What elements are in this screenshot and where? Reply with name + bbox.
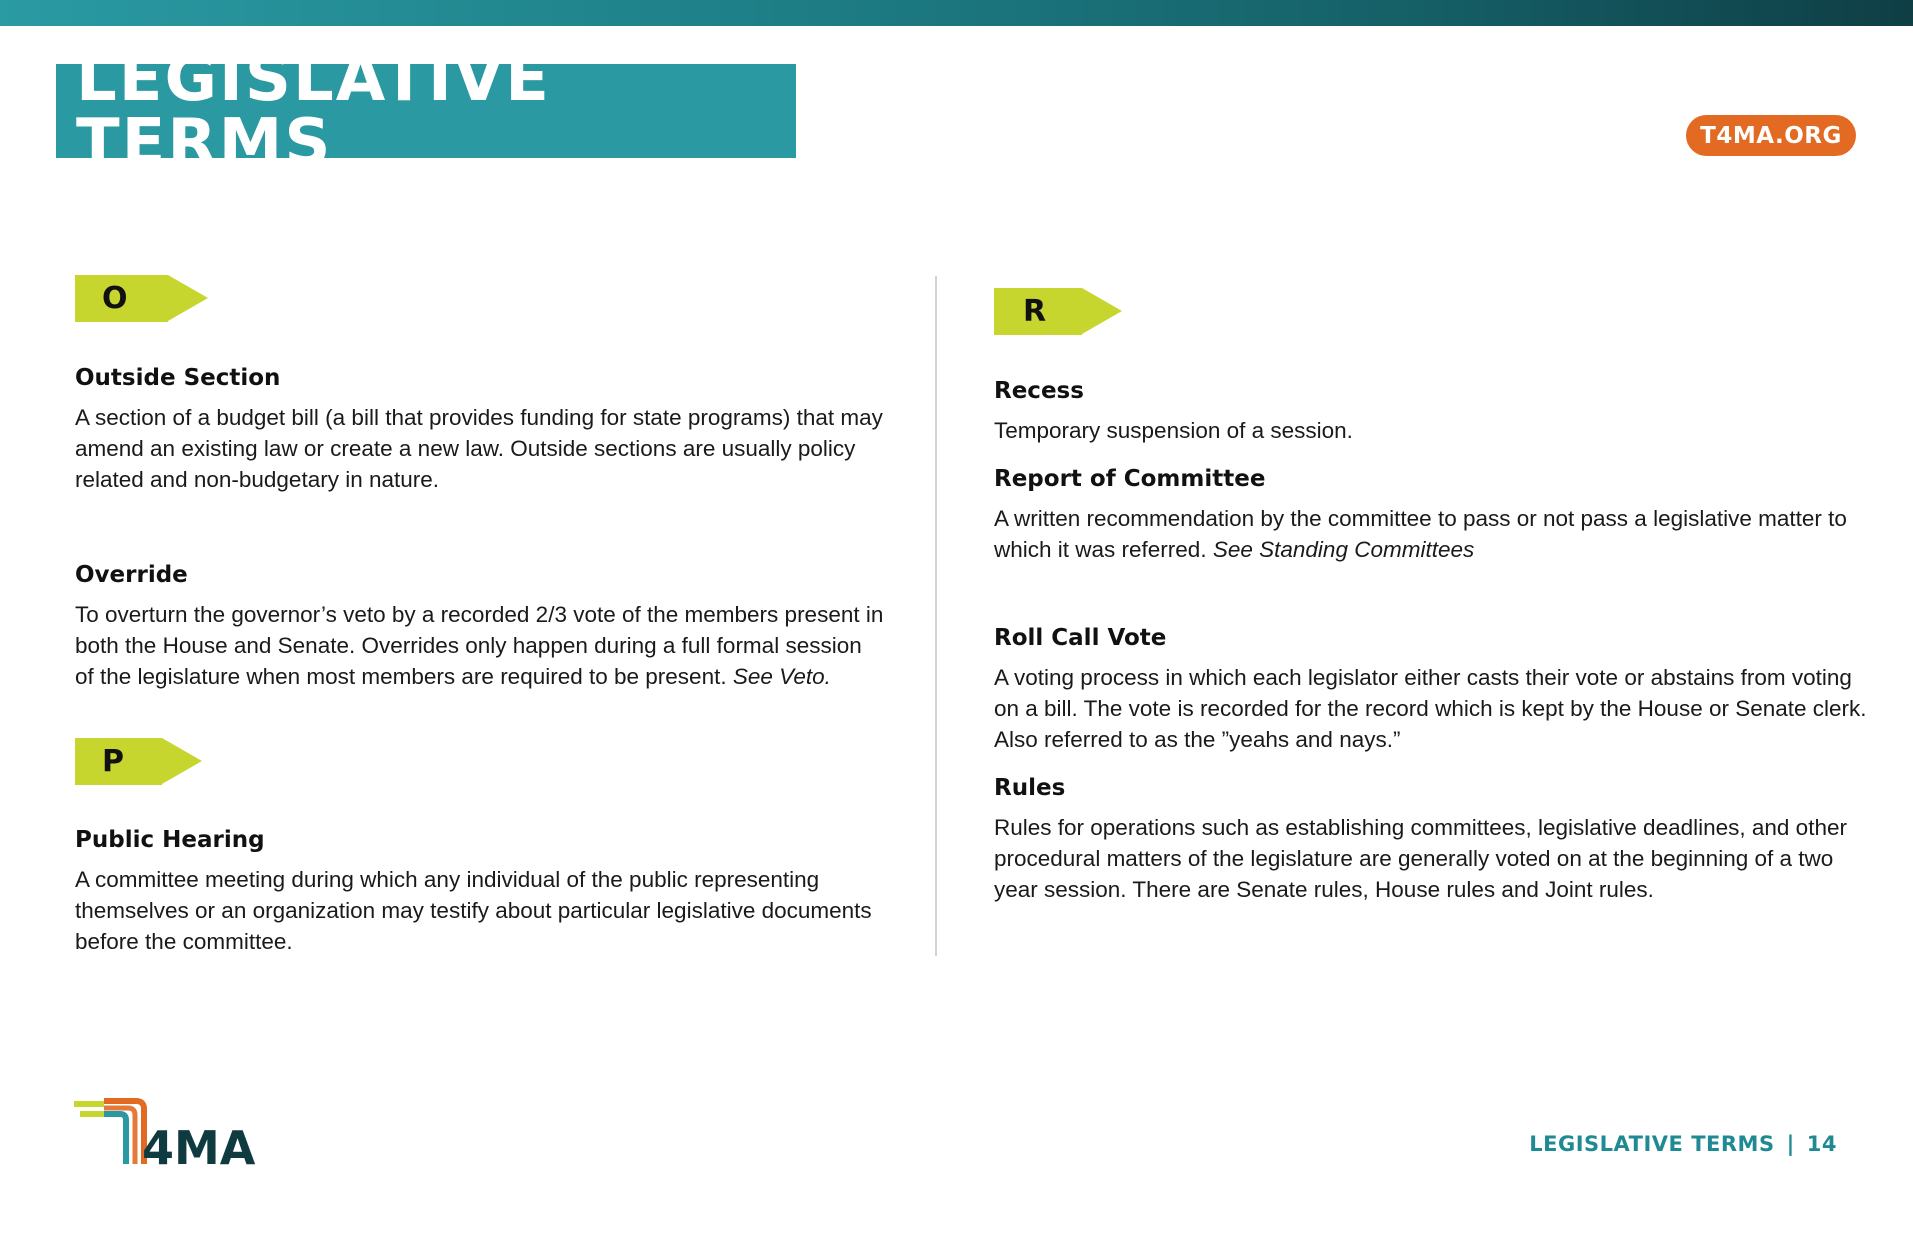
term-definition: Rules for operations such as establishing committees, legislative deadlines, and other procedural matters of the legislature are generally voted on at the beginning of a two year session. There are Senate rules, House rules and Joint rules. — [994, 814, 1847, 902]
term-title: Report of Committee — [994, 466, 1266, 492]
letter-tag-p — [75, 738, 202, 785]
column-divider — [935, 276, 937, 956]
definition-text: A written recommendation by the committee to pass or not pass a legislative matter to which it was referred. — [994, 505, 1847, 562]
term-title: Outside Section — [75, 365, 281, 391]
term-roll-call-vote — [994, 624, 1874, 755]
letter-tag-r — [994, 288, 1122, 335]
term-override — [75, 561, 885, 692]
term-outside-section — [75, 364, 885, 495]
letter-p: P — [102, 744, 124, 779]
term-definition: A section of a budget bill (a bill that provides funding for state programs) that may amend an existing law or create a new law. Outside sections are usually policy related and non-budgetary in nature. — [75, 404, 883, 492]
footer-page-label — [1529, 1132, 1837, 1156]
see-also-link: See Veto. — [732, 663, 831, 689]
footer-section-label: LEGISLATIVE TERMS — [1529, 1132, 1775, 1156]
term-definition: A committee meeting during which any individual of the public representing themselves or an organization may testify about particular legislative documents before the committee. — [75, 866, 872, 954]
term-definition: Temporary suspension of a session. — [994, 417, 1353, 443]
term-title: Rules — [994, 775, 1066, 801]
logo-text: 4MA — [142, 1121, 256, 1168]
term-rules — [994, 774, 1874, 905]
letter-r: R — [1023, 294, 1047, 329]
site-url-badge[interactable]: T4MA.ORG — [1686, 115, 1856, 156]
definition-text: To overturn the governor’s veto by a recorded 2/3 vote of the members present in both the House and Senate. Overrides only happen during a full formal session of the legislature when most members are required to be present. — [75, 601, 884, 689]
page-title: LEGISLATIVE TERMS — [76, 42, 551, 180]
term-title: Recess — [994, 378, 1084, 404]
letter-tag-o — [75, 275, 208, 322]
term-recess — [994, 377, 1874, 446]
top-gradient-bar — [0, 0, 1913, 26]
footer-separator: | — [1786, 1132, 1795, 1156]
term-title: Public Hearing — [75, 827, 265, 853]
letter-o: O — [102, 281, 128, 316]
term-public-hearing — [75, 826, 885, 957]
page-title-banner — [56, 42, 796, 180]
term-report-of-committee — [994, 465, 1874, 565]
t4ma-logo — [74, 1098, 264, 1168]
term-title: Override — [75, 562, 188, 588]
term-definition: A voting process in which each legislator either casts their vote or abstains from voting on a bill. The vote is recorded for the record which is kept by the House or Senate clerk. Also referred to as the ”yeahs and nays.” — [994, 664, 1867, 752]
term-definition — [75, 599, 885, 692]
page-number: 14 — [1806, 1132, 1837, 1156]
term-definition — [994, 503, 1874, 565]
see-also-link: See Standing Committees — [1212, 536, 1475, 562]
term-title: Roll Call Vote — [994, 625, 1167, 651]
